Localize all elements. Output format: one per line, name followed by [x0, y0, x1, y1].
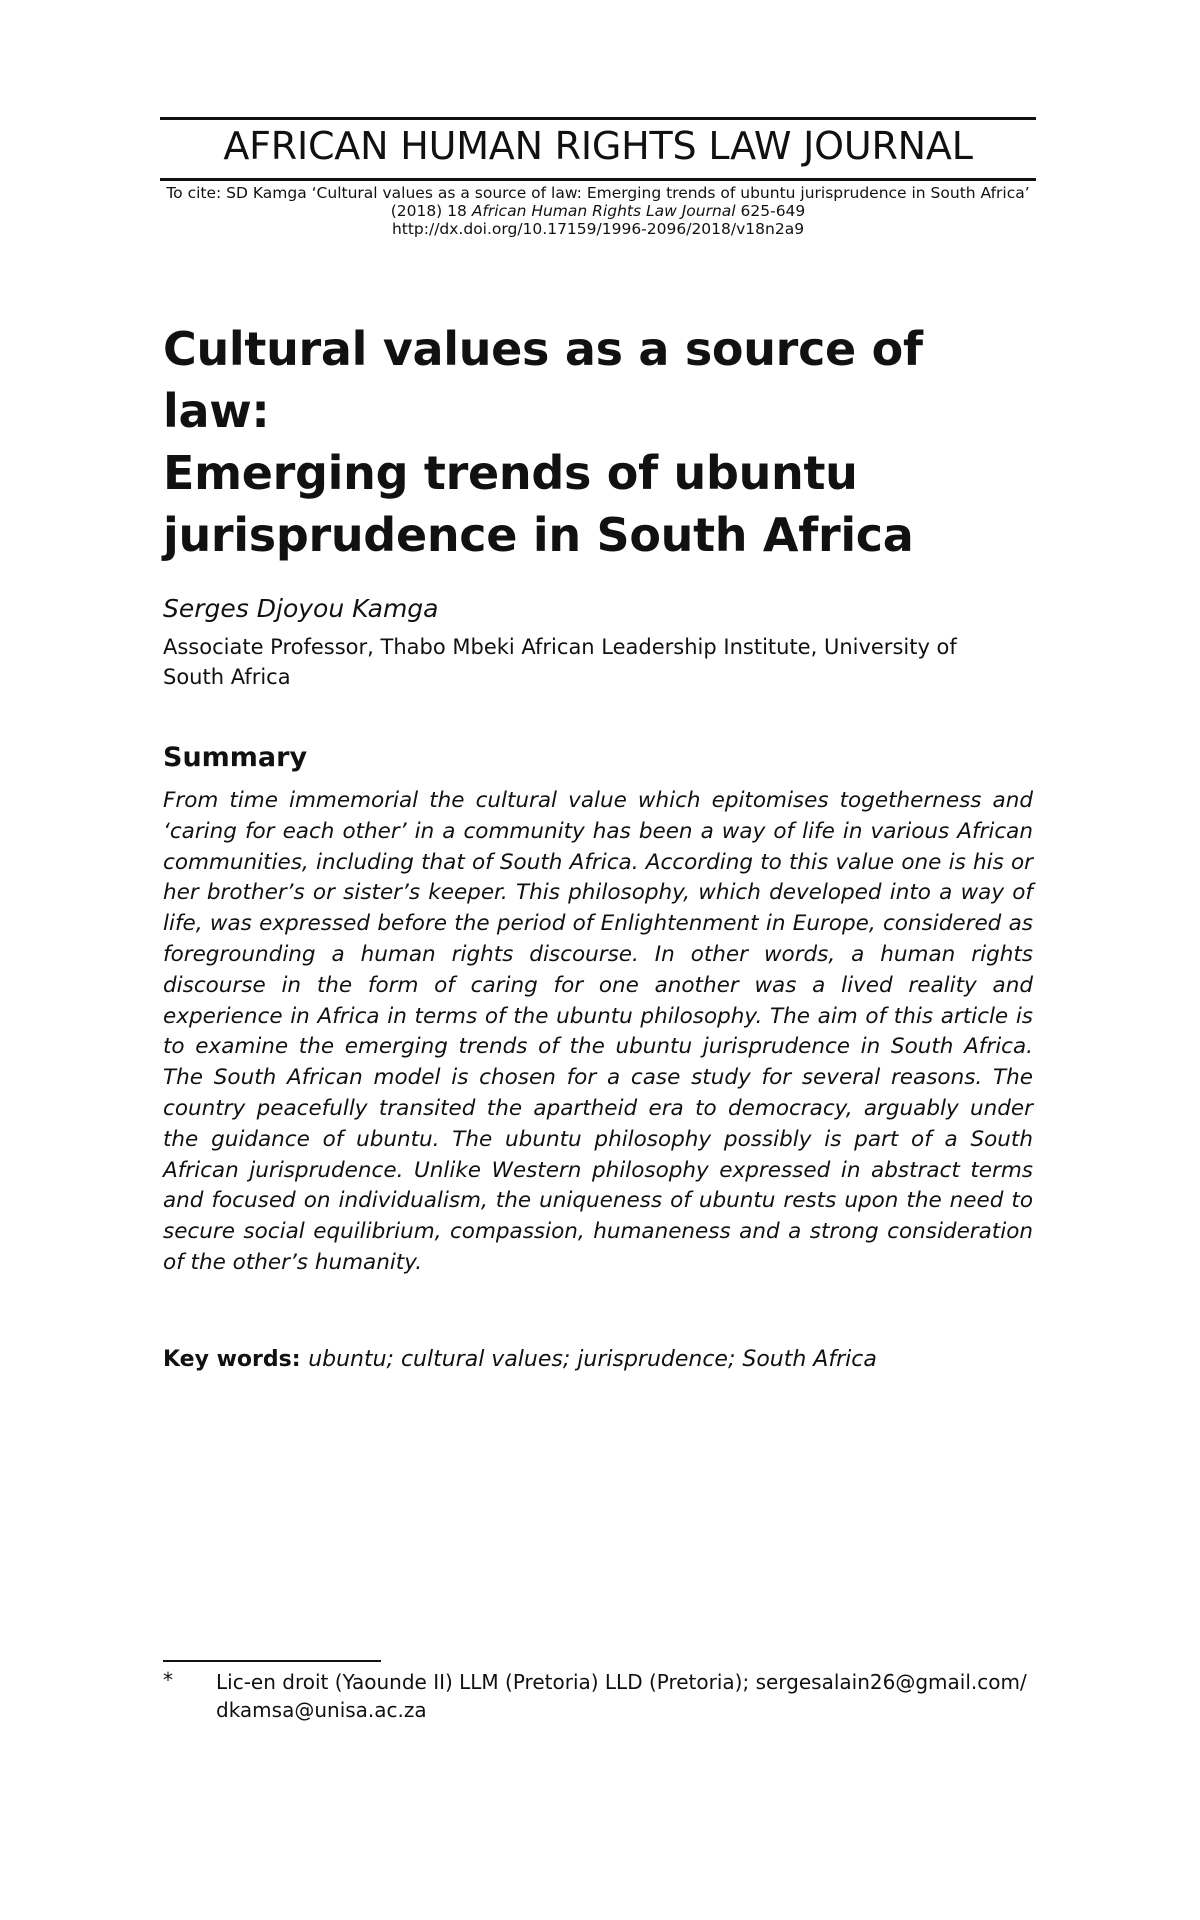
citation-prefix: To cite: SD Kamga ‘Cultural values as a source of law: Emerging trends of ubuntu jurisprudence in South Africa’ (2018) 18: [166, 184, 1030, 220]
journal-name: AFRICAN HUMAN RIGHTS LAW JOURNAL: [223, 124, 973, 168]
citation-pages: 625-649: [735, 202, 806, 220]
citation-block: [160, 184, 1036, 238]
article-title: [163, 318, 1023, 566]
citation-doi[interactable]: http://dx.doi.org/10.17159/1996-2096/2018/v18n2a9: [391, 220, 805, 238]
keywords-line: [163, 1347, 877, 1372]
footnote-divider: [163, 1660, 381, 1662]
article-title-line: Emerging trends of ubuntu: [163, 446, 858, 500]
article-title-line: jurisprudence in South Africa: [163, 508, 914, 562]
footnote-text: Lic-en droit (Yaounde II) LLM (Pretoria) LLD (Pretoria); sergesalain26@gmail.com/ dkamsa@unisa.ac.za: [216, 1670, 1027, 1722]
keywords-label: Key words: [163, 1347, 292, 1372]
summary-paragraph: From time immemorial the cultural value which epitomises togetherness and ‘caring for each other’ in a community has been a way of life in various African communities, including that of South Africa. According to this value one is his or her brother’s or sister’s keeper. This philosophy, which developed into a way of life, was expressed before the period of Enlightenment in Europe, considered as foregrounding a human rights discourse. In other words, a human rights discourse in the form of caring for one another was a lived reality and experience in Africa in terms of the ubuntu philosophy. The aim of this article is to examine the emerging trends of the ubuntu jurisprudence in South Africa. The South African model is chosen for a case study for several reasons. The country peacefully transited the apartheid era to democracy, arguably under the guidance of ubuntu. The ubuntu philosophy possibly is part of a South African jurisprudence. Unlike Western philosophy expressed in abstract terms and focused on individualism, the uniqueness of ubuntu rests upon the need to secure social equilibrium, compassion, humaneness and a strong consideration of the other’s humanity.: [163, 788, 1033, 1275]
journal-masthead: [160, 117, 1036, 181]
keywords-values: ubuntu; cultural values; jurisprudence; South Africa: [308, 1347, 877, 1372]
author-affiliation: Associate Professor, Thabo Mbeki African Leadership Institute, University of South Africa: [163, 635, 957, 689]
summary-heading: Summary: [163, 742, 308, 773]
author-name: Serges Djoyou Kamga: [163, 594, 439, 623]
keywords-colon: :: [291, 1347, 309, 1372]
article-title-line: Cultural values as a source of law:: [163, 322, 923, 438]
citation-journal: African Human Rights Law Journal: [471, 202, 736, 220]
footnote-marker: *: [163, 1668, 173, 1692]
